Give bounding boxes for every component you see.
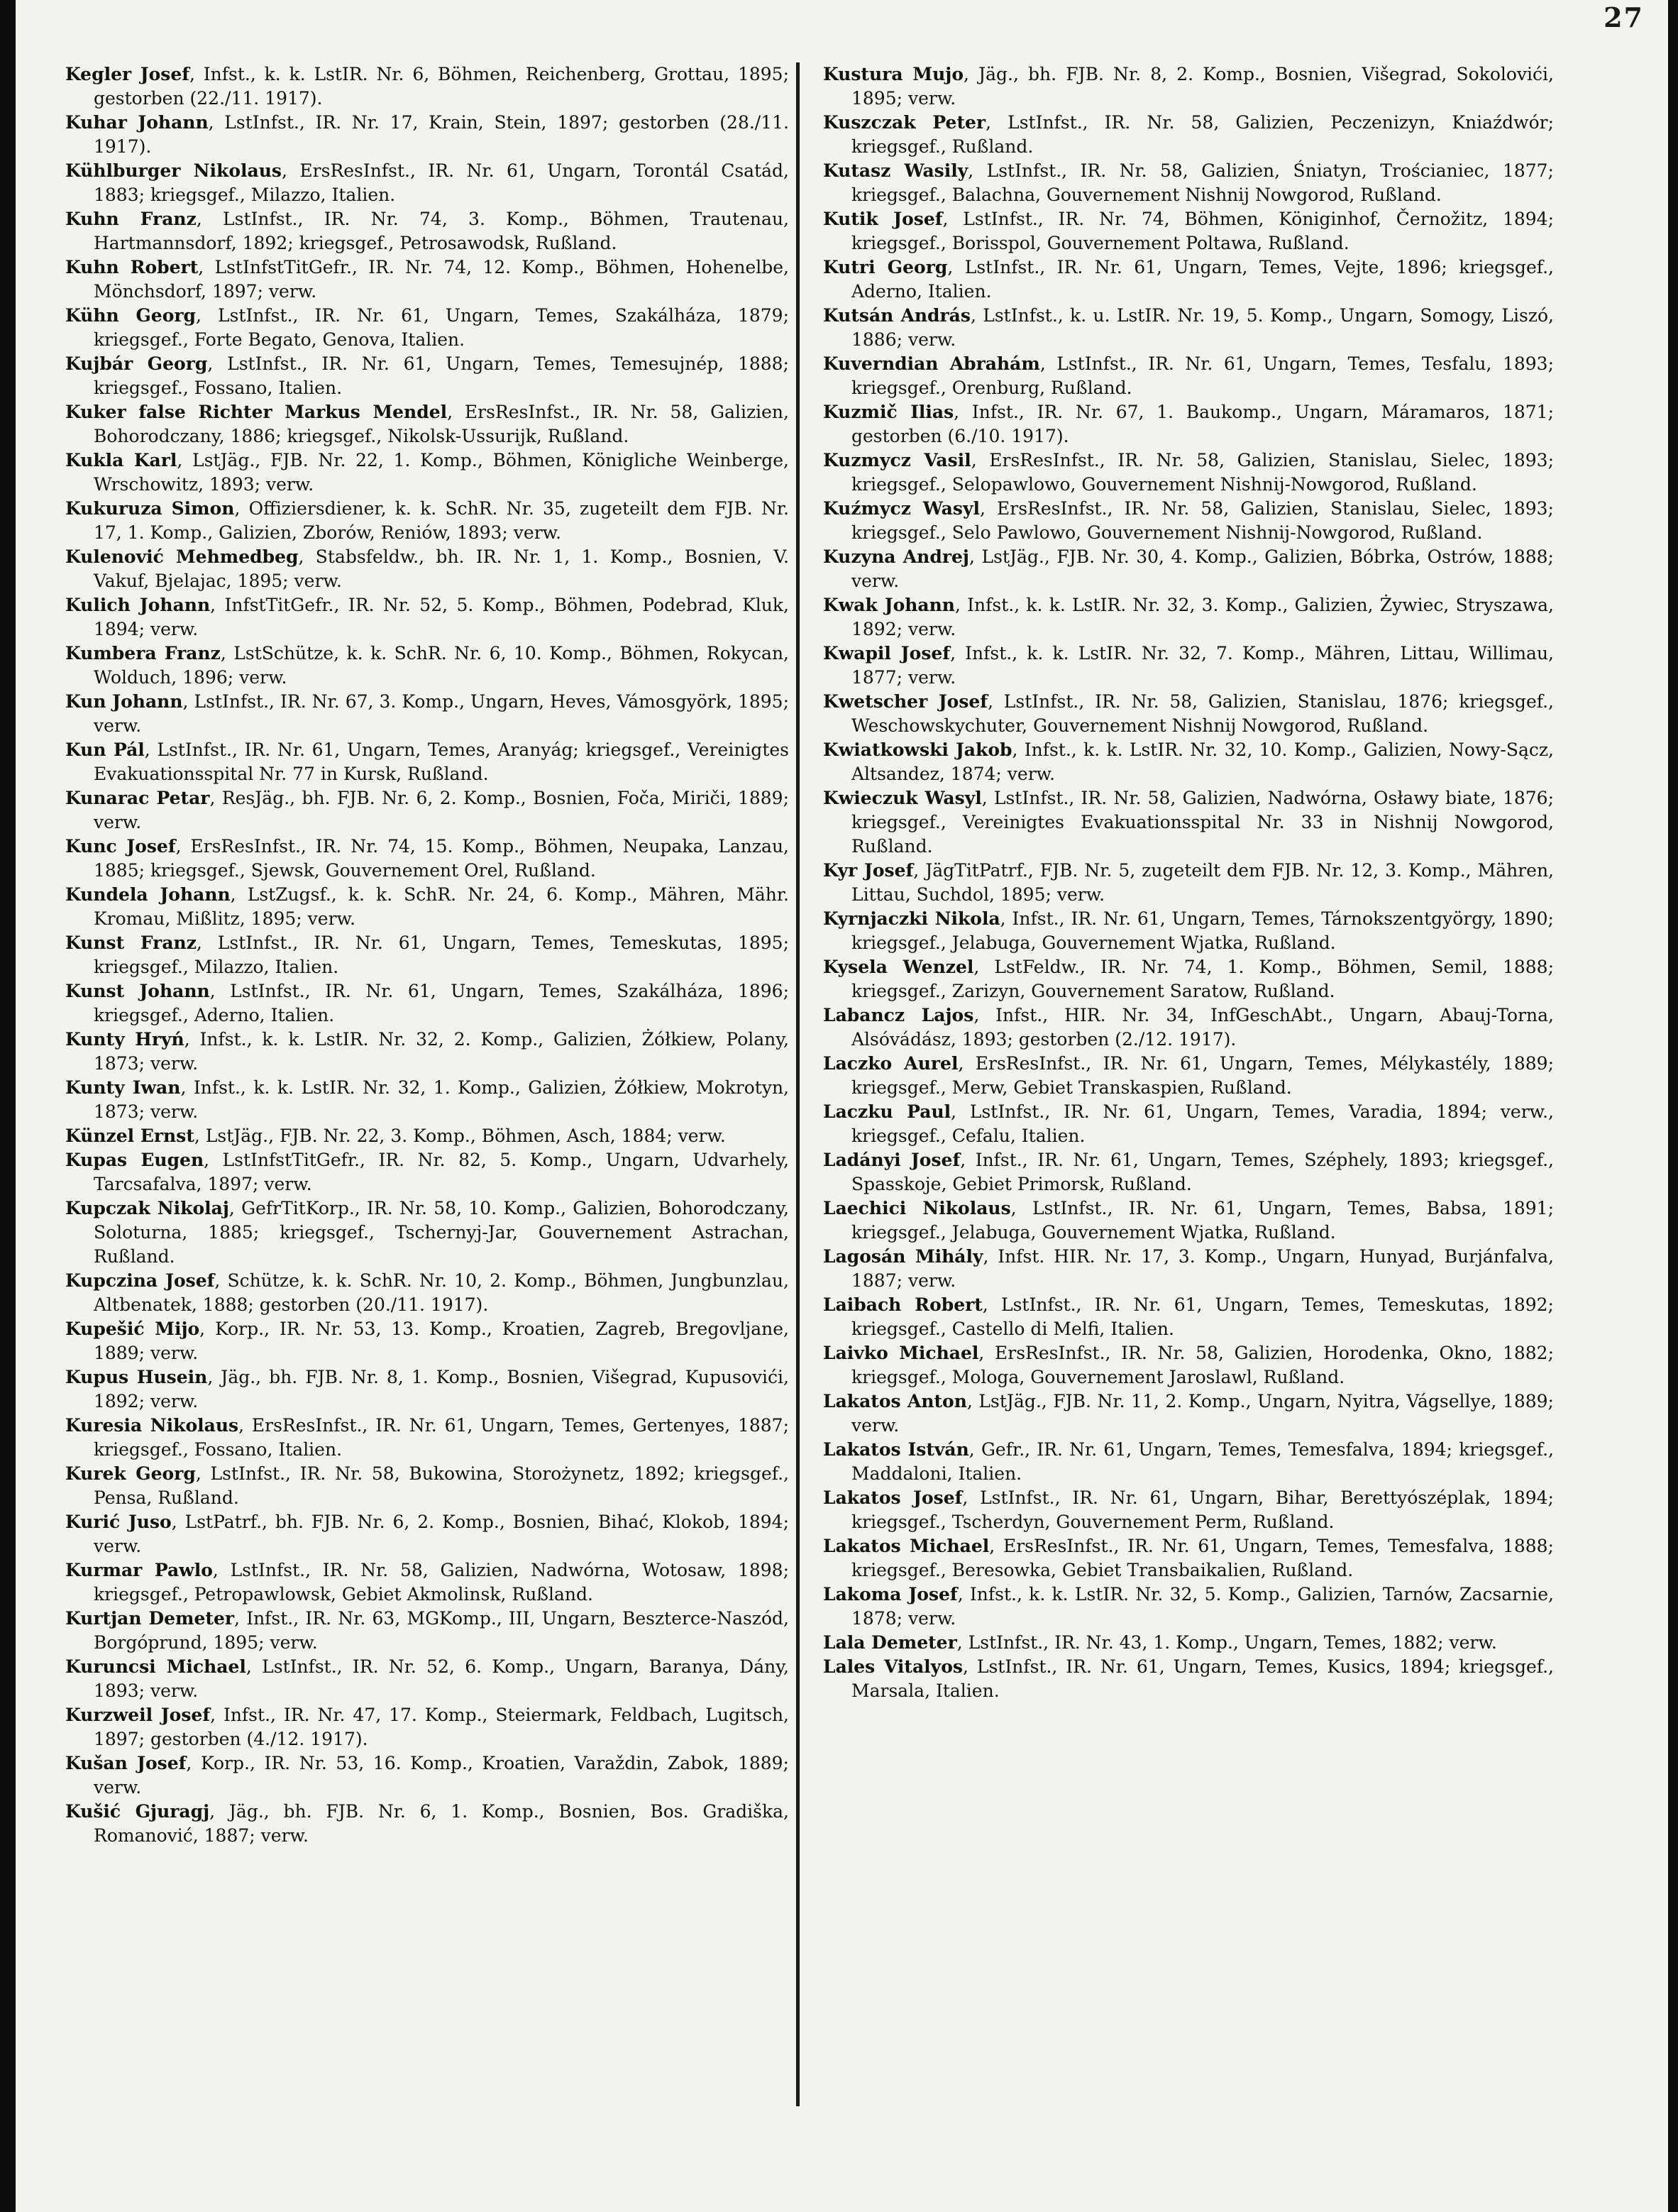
entry-name: Lales Vitalyos <box>823 1656 963 1677</box>
entry-name: Kunarac Petar <box>65 788 210 808</box>
entry-details: , LstFeldw., IR. Nr. 74, 1. Komp., Böhmen, Semil, 1888; kriegsgef., Zarizyn, Gouvernement Saratow, Rußland. <box>851 957 1554 1001</box>
entry-name: Kunty Hryń <box>65 1029 184 1050</box>
register-entry <box>65 1414 789 1462</box>
register-entry <box>65 207 789 255</box>
entry-name: Kuverndian Abrahám <box>823 353 1040 374</box>
register-entry <box>823 690 1554 738</box>
entry-details: , Korp., IR. Nr. 53, 13. Komp., Kroatien, Zagreb, Bregovljane, 1889; verw. <box>94 1319 789 1363</box>
entry-name: Lakatos Anton <box>823 1391 967 1412</box>
entry-name: Kegler Josef <box>65 64 189 84</box>
register-entry <box>65 1196 789 1269</box>
register-entry <box>65 1558 789 1607</box>
entry-details: , Schütze, k. k. SchR. Nr. 10, 2. Komp., Böhmen, Jungbunzlau, Altbenatek, 1888; gestorben (20./11. 1917). <box>94 1270 789 1315</box>
entry-name: Kušić Gjuragj <box>65 1801 210 1822</box>
register-entry <box>65 1462 789 1510</box>
entry-name: Kujbár Georg <box>65 353 208 374</box>
entry-details: , Infst., k. k. LstIR. Nr. 6, Böhmen, Reichenberg, Grottau, 1895; gestorben (22./11. 1917). <box>94 64 789 109</box>
entry-name: Kunty Iwan <box>65 1077 181 1098</box>
register-entry <box>823 907 1554 955</box>
entry-name: Kwiatkowski Jakob <box>823 739 1012 760</box>
register-entry <box>823 352 1554 400</box>
entry-name: Kumbera Franz <box>65 643 221 664</box>
entry-name: Kwapil Josef <box>823 643 951 664</box>
register-entry <box>823 62 1554 111</box>
entry-name: Kulenović Mehmedbeg <box>65 546 299 567</box>
entry-name: Laczko Aurel <box>823 1053 959 1074</box>
entry-details: , JägTitPatrf., FJB. Nr. 5, zugeteilt dem FJB. Nr. 12, 3. Komp., Mähren, Littau, Suchdol, 1895; verw. <box>851 860 1554 905</box>
entry-name: Kuruncsi Michael <box>65 1656 246 1677</box>
entry-details: , LstInfst., IR. Nr. 61, Ungarn, Temes, Szakálháza, 1879; kriegsgef., Forte Begato, Genova, Italien. <box>94 305 789 350</box>
register-entry <box>823 1655 1554 1703</box>
entry-details: , LstJäg., FJB. Nr. 22, 3. Komp., Böhmen, Asch, 1884; verw. <box>194 1126 726 1146</box>
register-entry <box>823 111 1554 159</box>
register-entry <box>65 352 789 400</box>
entry-name: Kunc Josef <box>65 836 176 857</box>
entry-details: , ErsResInfst., IR. Nr. 61, Ungarn, Torontál Csatád, 1883; kriegsgef., Milazzo, Italien. <box>94 160 789 205</box>
register-entry <box>823 859 1554 907</box>
register-entry <box>65 1655 789 1703</box>
entry-details: , LstInfstTitGefr., IR. Nr. 82, 5. Komp., Ungarn, Udvarhely, Tarcsafalva, 1897; verw. <box>94 1150 789 1194</box>
entry-details: , LstInfst., IR. Nr. 58, Galizien, Nadwórna, Osławy biate, 1876; kriegsgef., Vereinigtes Evakuationsspital Nr. 33 in Nishnij Nowgorod, Rußland. <box>851 788 1554 857</box>
entry-name: Laczku Paul <box>823 1101 951 1122</box>
entry-details: , LstInfst., IR. Nr. 58, Galizien, Stanislau, 1876; kriegsgef., Weschowskychuter, Gouvernement Nishnij Nowgorod, Rußland. <box>851 691 1554 736</box>
register-entry <box>823 1052 1554 1100</box>
entry-name: Kukla Karl <box>65 450 177 471</box>
register-entry <box>65 931 789 979</box>
entry-details: , LstJäg., FJB. Nr. 30, 4. Komp., Galizien, Bóbrka, Ostrów, 1888; verw. <box>851 546 1554 591</box>
entry-details: , LstInfst., IR. Nr. 61, Ungarn, Temes, Aranyág; kriegsgef., Vereinigtes Evakuationsspital Nr. 77 in Kursk, Rußland. <box>94 739 789 784</box>
entry-name: Kun Pál <box>65 739 145 760</box>
register-entry <box>65 545 789 593</box>
entry-name: Kwak Johann <box>823 595 955 615</box>
entry-details: , LstInfst., IR. Nr. 74, 3. Komp., Böhmen, Trautenau, Hartmannsdorf, 1892; kriegsgef., Petrosawodsk, Rußland. <box>94 209 789 253</box>
entry-details: , LstInfst., IR. Nr. 17, Krain, Stein, 1897; gestorben (28./11. 1917). <box>94 112 789 157</box>
entry-details: , Korp., IR. Nr. 53, 16. Komp., Kroatien, Varaždin, Zabok, 1889; verw. <box>94 1753 789 1798</box>
entry-details: , Infst., IR. Nr. 67, 1. Baukomp., Ungarn, Máramaros, 1871; gestorben (6./10. 1917). <box>851 402 1554 446</box>
entry-name: Kušan Josef <box>65 1753 187 1773</box>
entry-name: Kurmar Pawlo <box>65 1560 213 1580</box>
entry-details: , Infst., HIR. Nr. 34, InfGeschAbt., Ungarn, Abauj-Torna, Alsóvádász, 1893; gestorben (2./12. 1917). <box>851 1005 1554 1050</box>
entry-name: Kulich Johann <box>65 595 211 615</box>
entry-name: Kwieczuk Wasyl <box>823 788 982 808</box>
entry-details: , LstInfst., IR. Nr. 61, Ungarn, Temes, Babsa, 1891; kriegsgef., Jelabuga, Gouvernement Wjatka, Rußland. <box>851 1198 1554 1243</box>
entry-details: , Infst., k. k. LstIR. Nr. 32, 7. Komp., Mähren, Littau, Willimau, 1877; verw. <box>851 643 1554 688</box>
entry-name: Kyr Josef <box>823 860 914 881</box>
left-column <box>65 62 789 2191</box>
entry-details: , Infst., k. k. LstIR. Nr. 32, 2. Komp., Galizien, Żółkiew, Polany, 1873; verw. <box>94 1029 789 1074</box>
entry-details: , ErsResInfst., IR. Nr. 74, 15. Komp., Böhmen, Neupaka, Lanzau, 1885; kriegsgef., Sjewsk, Gouvernement Orel, Rußland. <box>94 836 789 881</box>
entry-details: , LstInfst., IR. Nr. 67, 3. Komp., Ungarn, Heves, Vámosgyörk, 1895; verw. <box>94 691 789 736</box>
register-entry <box>823 207 1554 255</box>
entry-details: , Infst., k. k. LstIR. Nr. 32, 10. Komp., Galizien, Nowy-Sącz, Altsandez, 1874; verw. <box>851 739 1554 784</box>
entry-name: Künzel Ernst <box>65 1126 194 1146</box>
entry-name: Kuhn Franz <box>65 209 197 229</box>
entry-name: Kunst Johann <box>65 981 210 1001</box>
entry-details: , LstInfst., IR. Nr. 61, Ungarn, Temes, Kusics, 1894; kriegsgef., Marsala, Italien. <box>851 1656 1554 1701</box>
entry-details: , LstInfst., IR. Nr. 61, Ungarn, Temes, Varadia, 1894; verw., kriegsgef., Cefalu, Italien. <box>851 1101 1554 1146</box>
register-entry <box>823 1293 1554 1341</box>
page-number: 27 <box>1604 1 1644 33</box>
right-column <box>823 62 1554 2191</box>
register-entry <box>823 159 1554 207</box>
register-entry <box>65 1365 789 1414</box>
entry-details: , InfstTitGefr., IR. Nr. 52, 5. Komp., Böhmen, Podebrad, Kluk, 1894; verw. <box>94 595 789 639</box>
register-entry <box>65 1148 789 1196</box>
register-entry <box>823 497 1554 545</box>
register-entry <box>65 1510 789 1558</box>
entry-details: , LstInfst., IR. Nr. 43, 1. Komp., Ungarn, Temes, 1882; verw. <box>956 1632 1497 1653</box>
register-entry <box>65 1703 789 1751</box>
entry-name: Laivko Michael <box>823 1343 979 1363</box>
entry-name: Ladányi Josef <box>823 1150 961 1170</box>
entry-name: Kundela Johann <box>65 884 231 905</box>
entry-details: , LstJäg., FJB. Nr. 22, 1. Komp., Böhmen, Königliche Weinberge, Wrschowitz, 1893; verw. <box>94 450 789 495</box>
entry-details: , LstJäg., FJB. Nr. 11, 2. Komp., Ungarn, Nyitra, Vágsellye, 1889; verw. <box>851 1391 1554 1436</box>
entry-name: Kuresia Nikolaus <box>65 1415 239 1436</box>
register-entry <box>823 400 1554 449</box>
register-entry <box>65 111 789 159</box>
register-entry <box>65 1751 789 1800</box>
register-entry <box>823 1438 1554 1486</box>
entry-details: , LstSchütze, k. k. SchR. Nr. 6, 10. Komp., Böhmen, Rokycan, Wolduch, 1896; verw. <box>94 643 789 688</box>
entry-name: Lakoma Josef <box>823 1584 958 1605</box>
entry-details: , ErsResInfst., IR. Nr. 58, Galizien, Bohorodczany, 1886; kriegsgef., Nikolsk-Ussurijk, Rußland. <box>94 402 789 446</box>
register-entry <box>65 304 789 352</box>
register-entry <box>65 449 789 497</box>
register-entry <box>65 159 789 207</box>
register-entry <box>823 255 1554 304</box>
entry-name: Kupas Eugen <box>65 1150 204 1170</box>
entry-name: Kurzweil Josef <box>65 1705 211 1725</box>
entry-details: , LstInfst., IR. Nr. 61, Ungarn, Temes, Tesfalu, 1893; kriegsgef., Orenburg, Rußland. <box>851 353 1554 398</box>
entry-details: , Stabsfeldw., bh. IR. Nr. 1, 1. Komp., Bosnien, V. Vakuf, Bjelajac, 1895; verw. <box>94 546 789 591</box>
entry-details: , Infst., k. k. LstIR. Nr. 32, 3. Komp., Galizien, Żywiec, Stryszawa, 1892; verw. <box>851 595 1554 639</box>
register-entry <box>823 738 1554 786</box>
entry-name: Kuhar Johann <box>65 112 209 133</box>
register-entry <box>65 883 789 931</box>
entry-details: , Infst., IR. Nr. 47, 17. Komp., Steiermark, Feldbach, Lugitsch, 1897; gestorben (4./12. 1917). <box>94 1705 789 1749</box>
register-entry <box>823 593 1554 642</box>
entry-name: Kuzmič Ilias <box>823 402 954 422</box>
entry-details: , LstInfst., IR. Nr. 58, Galizien, Peczenizyn, Kniaźdwór; kriegsgef., Rußland. <box>851 112 1554 157</box>
entry-details: , LstPatrf., bh. FJB. Nr. 6, 2. Komp., Bosnien, Bihać, Klokob, 1894; verw. <box>94 1512 789 1556</box>
register-entry <box>823 1003 1554 1052</box>
entry-name: Kurtjan Demeter <box>65 1608 235 1629</box>
entry-name: Lakatos Josef <box>823 1487 963 1508</box>
entry-details: , ErsResInfst., IR. Nr. 58, Galizien, Horodenka, Okno, 1882; kriegsgef., Mologa, Gouvernement Jaroslawl, Rußland. <box>851 1343 1554 1387</box>
entry-details: , LstInfst., IR. Nr. 61, Ungarn, Temes, Temeskutas, 1892; kriegsgef., Castello di Melfi, Italien. <box>851 1294 1554 1339</box>
register-entry <box>65 1800 789 1848</box>
register-entry <box>65 690 789 738</box>
register-entry <box>65 255 789 304</box>
register-entry <box>823 955 1554 1003</box>
register-entry <box>823 1100 1554 1148</box>
entry-name: Kuzyna Andrej <box>823 546 969 567</box>
register-entry <box>823 642 1554 690</box>
register-entry <box>823 1631 1554 1655</box>
register-entry <box>65 1269 789 1317</box>
entry-details: , ErsResInfst., IR. Nr. 58, Galizien, Stanislau, Sielec, 1893; kriegsgef., Selo Pawlowo, Gouvernement Nishnij-Nowgorod, Rußland. <box>851 498 1554 543</box>
register-entry <box>65 642 789 690</box>
register-entry <box>823 1245 1554 1293</box>
entry-details: , Infst. HIR. Nr. 17, 3. Komp., Ungarn, Hunyad, Burjánfalva, 1887; verw. <box>851 1246 1554 1291</box>
entry-details: , LstInfst., IR. Nr. 61, Ungarn, Temes, Temesujnép, 1888; kriegsgef., Fossano, Italien. <box>94 353 789 398</box>
register-entry <box>65 1607 789 1655</box>
entry-name: Kysela Wenzel <box>823 957 974 977</box>
register-entry <box>65 835 789 883</box>
register-entry <box>823 1390 1554 1438</box>
entry-details: , Offiziersdiener, k. k. SchR. Nr. 35, zugeteilt dem FJB. Nr. 17, 1. Komp., Galizien, Zborów, Reniów, 1893; verw. <box>94 498 789 543</box>
entry-details: , LstInfst., k. u. LstIR. Nr. 19, 5. Komp., Ungarn, Somogy, Liszó, 1886; verw. <box>851 305 1554 350</box>
entry-name: Kurek Georg <box>65 1463 196 1484</box>
column-divider <box>796 62 800 2106</box>
entry-details: , ErsResInfst., IR. Nr. 58, Galizien, Stanislau, Sielec, 1893; kriegsgef., Selopawlowo, Gouvernement Nishnij-Nowgorod, Rußland. <box>851 450 1554 495</box>
entry-name: Kunst Franz <box>65 932 197 953</box>
entry-name: Kupczak Nikolaj <box>65 1198 229 1218</box>
entry-name: Kustura Mujo <box>823 64 964 84</box>
entry-details: , Infst., IR. Nr. 61, Ungarn, Temes, Tárnokszentgyörgy, 1890; kriegsgef., Jelabuga, Gouvernement Wjatka, Rußland. <box>851 908 1554 953</box>
entry-name: Kutsán András <box>823 305 971 326</box>
entry-details: , GefrTitKorp., IR. Nr. 58, 10. Komp., Galizien, Bohorodczany, Soloturna, 1885; kriegsgef., Tschernyj-Jar, Gouvernement Astrachan, Rußland. <box>94 1198 789 1267</box>
register-entry <box>823 545 1554 593</box>
entry-details: , LstInfst., IR. Nr. 52, 6. Komp., Ungarn, Baranya, Dány, 1893; verw. <box>94 1656 789 1701</box>
register-entry <box>65 738 789 786</box>
entry-name: Kwetscher Josef <box>823 691 988 712</box>
register-entry <box>823 1534 1554 1583</box>
entry-details: , Infst., k. k. LstIR. Nr. 32, 5. Komp., Galizien, Tarnów, Zacsarnie, 1878; verw. <box>851 1584 1554 1629</box>
entry-name: Kuzmycz Vasil <box>823 450 971 471</box>
entry-name: Lakatos Michael <box>823 1536 990 1556</box>
entry-name: Kuźmycz Wasyl <box>823 498 980 519</box>
register-entry <box>823 1148 1554 1196</box>
entry-details: , Infst., IR. Nr. 63, MGKomp., III, Ungarn, Beszterce-Naszód, Borgóprund, 1895; verw. <box>94 1608 789 1653</box>
entry-details: , ErsResInfst., IR. Nr. 61, Ungarn, Temes, Gertenyes, 1887; kriegsgef., Fossano, Italien. <box>94 1415 789 1460</box>
entry-name: Kuszczak Peter <box>823 112 986 133</box>
entry-details: , LstInfst., IR. Nr. 58, Bukowina, Storożynetz, 1892; kriegsgef., Pensa, Rußland. <box>94 1463 789 1508</box>
register-entry <box>65 400 789 449</box>
register-entry <box>823 1341 1554 1390</box>
register-entry <box>823 1583 1554 1631</box>
entry-details: , Jäg., bh. FJB. Nr. 8, 1. Komp., Bosnien, Višegrad, Kupusovići, 1892; verw. <box>94 1367 789 1412</box>
entry-name: Lakatos István <box>823 1439 969 1460</box>
entry-details: , LstInfst., IR. Nr. 61, Ungarn, Temes, Temeskutas, 1895; kriegsgef., Milazzo, Italien. <box>94 932 789 977</box>
entry-details: , LstInfst., IR. Nr. 58, Galizien, Śniatyn, Trościaniec, 1877; kriegsgef., Balachna, Gouvernement Nishnij Nowgorod, Rußland. <box>851 160 1554 205</box>
register-entry <box>65 1124 789 1148</box>
entry-details: , ResJäg., bh. FJB. Nr. 6, 2. Komp., Bosnien, Foča, Miriči, 1889; verw. <box>94 788 789 832</box>
register-entry <box>65 1076 789 1124</box>
entry-details: , Infst., IR. Nr. 61, Ungarn, Temes, Széphely, 1893; kriegsgef., Spasskoje, Gebiet Primorsk, Rußland. <box>851 1150 1554 1194</box>
register-entry <box>823 1196 1554 1245</box>
register-entry <box>65 1028 789 1076</box>
entry-details: , Jäg., bh. FJB. Nr. 6, 1. Komp., Bosnien, Bos. Gradiška, Romanović, 1887; verw. <box>94 1801 789 1846</box>
entry-name: Lala Demeter <box>823 1632 957 1653</box>
entry-name: Kuhn Robert <box>65 257 199 277</box>
entry-name: Kupus Husein <box>65 1367 208 1387</box>
entry-name: Laechici Nikolaus <box>823 1198 1011 1218</box>
register-entry <box>65 497 789 545</box>
register-entry <box>823 786 1554 859</box>
entry-details: , Infst., k. k. LstIR. Nr. 32, 1. Komp., Galizien, Żółkiew, Mokrotyn, 1873; verw. <box>94 1077 789 1122</box>
entry-name: Kyrnjaczki Nikola <box>823 908 1000 929</box>
entry-details: , LstInfst., IR. Nr. 61, Ungarn, Bihar, Berettyószéplak, 1894; kriegsgef., Tscherdyn, Gouvernement Perm, Rußland. <box>851 1487 1554 1532</box>
entry-name: Kupczina Josef <box>65 1270 215 1291</box>
entry-name: Kukuruza Simon <box>65 498 235 519</box>
entry-name: Kurić Juso <box>65 1512 172 1532</box>
entry-name: Kühlburger Nikolaus <box>65 160 282 181</box>
register-entry <box>65 62 789 111</box>
register-entry <box>65 979 789 1028</box>
entry-name: Kutri Georg <box>823 257 948 277</box>
entry-name: Kutasz Wasily <box>823 160 968 181</box>
entry-name: Kühn Georg <box>65 305 197 326</box>
entry-name: Laibach Robert <box>823 1294 983 1315</box>
entry-name: Kun Johann <box>65 691 183 712</box>
entry-details: , LstInfst., IR. Nr. 61, Ungarn, Temes, Vejte, 1896; kriegsgef., Aderno, Italien. <box>851 257 1554 302</box>
entry-details: , LstInfst., IR. Nr. 74, Böhmen, Königinhof, Černožitz, 1894; kriegsgef., Borisspol, Gouvernement Poltawa, Rußland. <box>851 209 1554 253</box>
entry-name: Kupešić Mijo <box>65 1319 200 1339</box>
register-entry <box>65 593 789 642</box>
entry-name: Lagosán Mihály <box>823 1246 983 1267</box>
entry-details: , ErsResInfst., IR. Nr. 61, Ungarn, Temes, Mélykastély, 1889; kriegsgef., Merw, Gebiet Transkaspien, Rußland. <box>851 1053 1554 1098</box>
entry-details: , LstInfst., IR. Nr. 58, Galizien, Nadwórna, Wotosaw, 1898; kriegsgef., Petropawlowsk, Gebiet Akmolinsk, Rußland. <box>94 1560 789 1605</box>
register-entry <box>823 1486 1554 1534</box>
entry-details: , Gefr., IR. Nr. 61, Ungarn, Temes, Temesfalva, 1894; kriegsgef., Maddaloni, Italien. <box>851 1439 1554 1484</box>
entry-details: , LstInfstTitGefr., IR. Nr. 74, 12. Komp., Böhmen, Hohenelbe, Mönchsdorf, 1897; verw. <box>94 257 789 302</box>
entry-details: , ErsResInfst., IR. Nr. 61, Ungarn, Temes, Temesfalva, 1888; kriegsgef., Beresowka, Gebiet Transbaikalien, Rußland. <box>851 1536 1554 1580</box>
register-entry <box>65 1317 789 1365</box>
register-entry <box>823 449 1554 497</box>
entry-name: Kutik Josef <box>823 209 943 229</box>
entry-details: , LstZugsf., k. k. SchR. Nr. 24, 6. Komp., Mähren, Mähr. Kromau, Mißlitz, 1895; verw. <box>94 884 789 929</box>
entry-details: , LstInfst., IR. Nr. 61, Ungarn, Temes, Szakálháza, 1896; kriegsgef., Aderno, Italien. <box>94 981 789 1025</box>
register-entry <box>823 304 1554 352</box>
entry-details: , Jäg., bh. FJB. Nr. 8, 2. Komp., Bosnien, Višegrad, Sokolovići, 1895; verw. <box>851 64 1554 109</box>
entry-name: Labancz Lajos <box>823 1005 974 1025</box>
register-entry <box>65 786 789 835</box>
entry-name: Kuker false Richter Markus Mendel <box>65 402 448 422</box>
